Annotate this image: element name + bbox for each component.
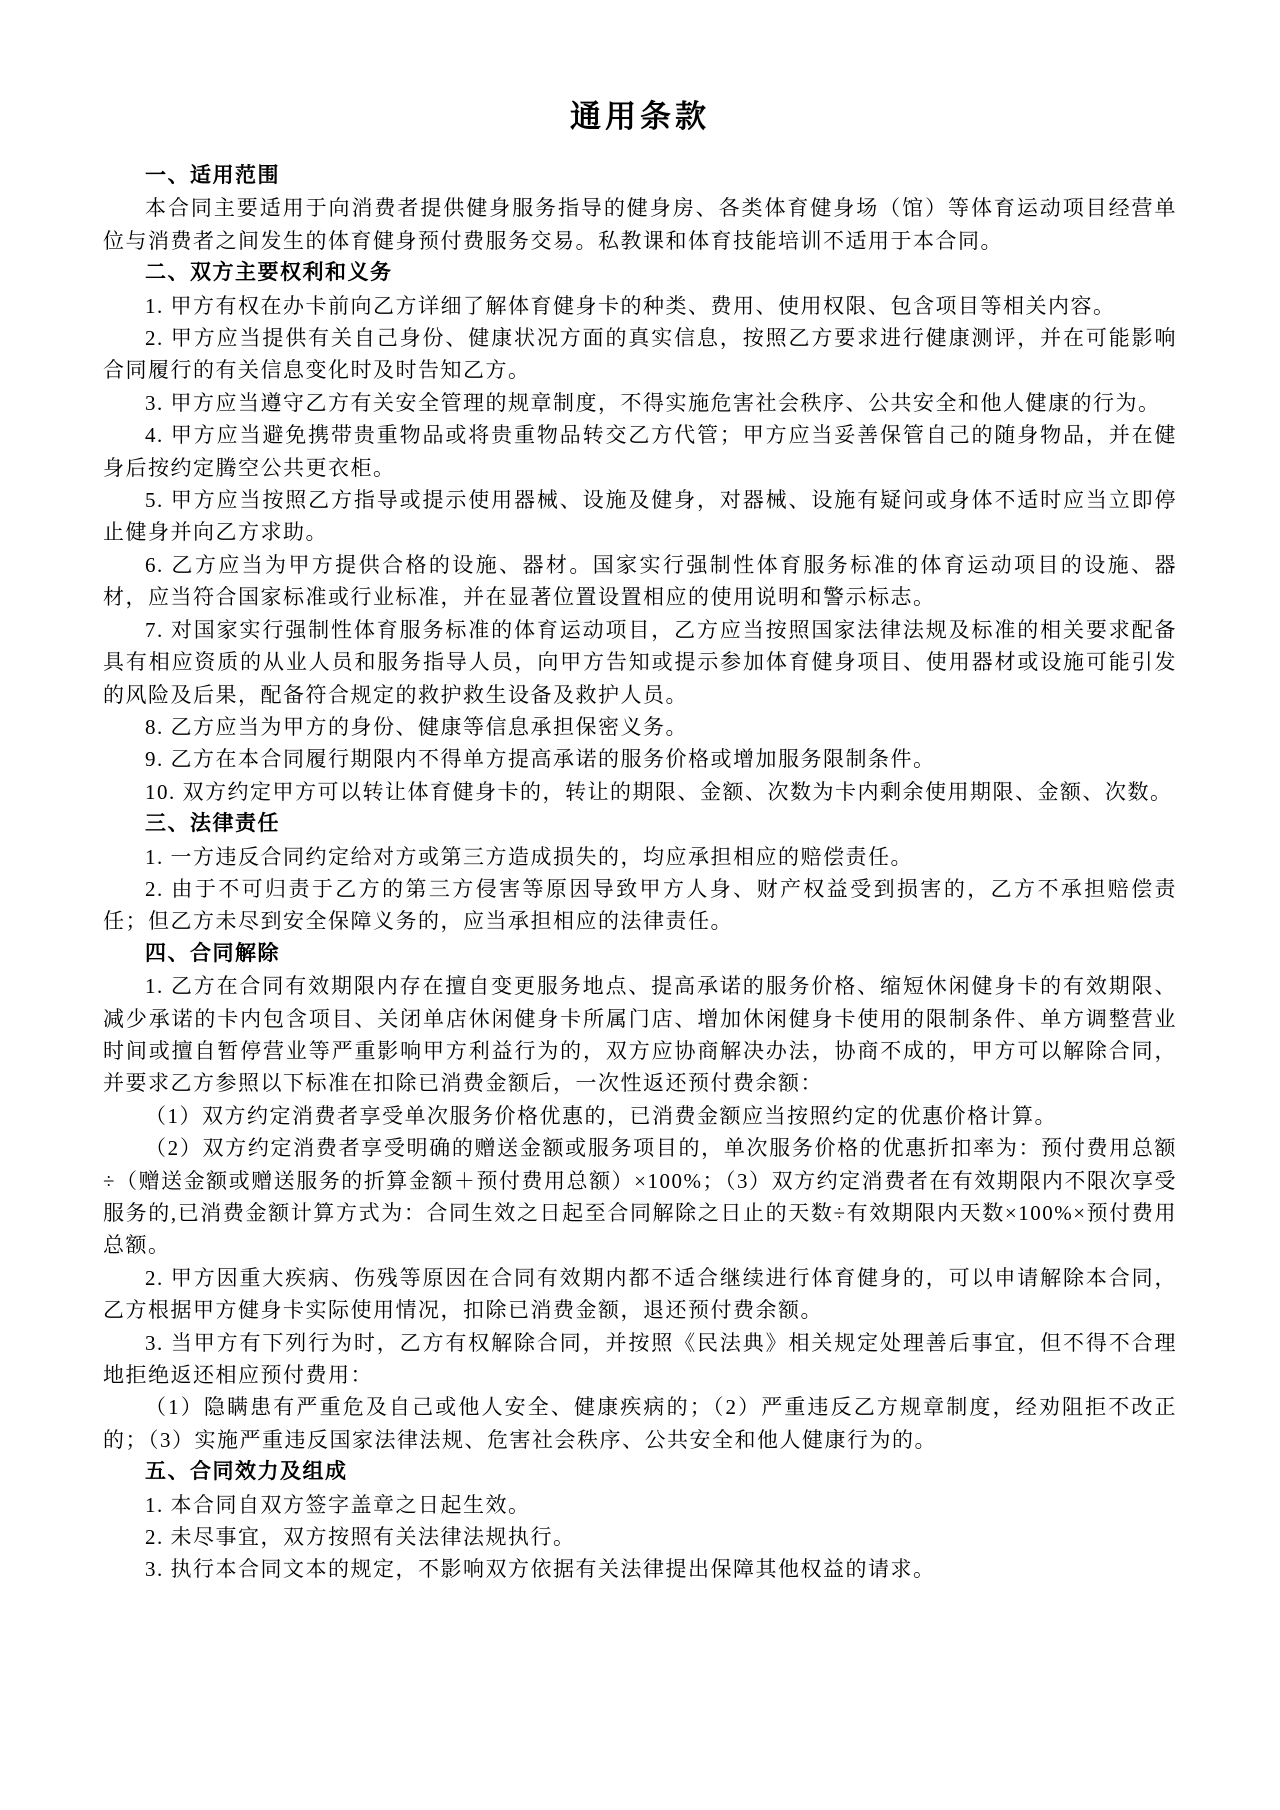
section-heading-1: 一、适用范围 [145,164,280,187]
paragraph: 6. 乙方应当为甲方提供合格的设施、器材。国家实行强制性体育服务标准的体育运动项目的设施、器材，应当符合国家标准或行业标准，并在显著位置设置相应的使用说明和警示标志。 [103,552,1177,610]
paragraph: 2. 甲方因重大疾病、伤残等原因在合同有效期内都不适合继续进行体育健身的，可以申请解除本合同，乙方根据甲方健身卡实际使用情况，扣除已消费金额，退还预付费余额。 [103,1265,1177,1323]
paragraph: （1）双方约定消费者享受单次服务价格优惠的，已消费金额应当按照约定的优惠价格计算。 [145,1103,1057,1128]
paragraph: 本合同主要适用于向消费者提供健身服务指导的健身房、各类体育健身场（馆）等体育运动项目经营单位与消费者之间发生的体育健身预付费服务交易。私教课和体育技能培训不适用于本合同。 [103,196,1177,253]
section-heading-2: 二、双方主要权利和义务 [145,261,393,285]
section-heading-5: 五、合同效力及组成 [145,1460,348,1484]
paragraph: 8. 乙方应当为甲方的身份、健康等信息承担保密义务。 [145,714,688,739]
paragraph: 7. 对国家实行强制性体育服务标准的体育运动项目，乙方应当按照国家法律法规及标准的相关要求配备具有相应资质的从业人员和服务指导人员，向甲方告知或提示参加体育健身项目、使用器材或设施可能引发的风险及后果，配备符合规定的救护救生设备及救护人员。 [103,617,1177,707]
section-heading-3: 三、法律责任 [145,812,280,836]
section-heading-4: 四、合同解除 [145,941,280,965]
paragraph: （2）双方约定消费者享受明确的赠送金额或服务项目的，单次服务价格的优惠折扣率为：预付费用总额÷（赠送金额或赠送服务的折算金额＋预付费用总额）×100%；（3）双方约定消费者在有效期限内不限次享受服务的,已消费金额计算方式为：合同生效之日起至合同解除之日止的天数÷有效期限内天数×100%×预付费用总额。 [103,1136,1177,1258]
paragraph: 1. 甲方有权在办卡前向乙方详细了解体育健身卡的种类、费用、使用权限、包含项目等相关内容。 [145,293,1116,318]
paragraph: 2. 未尽事宜，双方按照有关法律法规执行。 [145,1525,576,1550]
paragraph: 2. 由于不可归责于乙方的第三方侵害等原因导致甲方人身、财产权益受到损害的，乙方不承担赔偿责任；但乙方未尽到安全保障义务的，应当承担相应的法律责任。 [103,876,1177,934]
paragraph: 9. 乙方在本合同履行期限内不得单方提高承诺的服务价格或增加服务限制条件。 [145,747,936,772]
paragraph: 5. 甲方应当按照乙方指导或提示使用器械、设施及健身，对器械、设施有疑问或身体不适时应当立即停止健身并向乙方求助。 [103,488,1177,545]
paragraph: （1）隐瞒患有严重危及自己或他人安全、健康疾病的；（2）严重违反乙方规章制度，经劝阻拒不改正的；（3）实施严重违反国家法律法规、危害社会秩序、公共安全和他人健康行为的。 [103,1395,1177,1452]
paragraph: 4. 甲方应当避免携带贵重物品或将贵重物品转交乙方代管；甲方应当妥善保管自己的随身物品，并在健身后按约定腾空公共更衣柜。 [103,423,1177,480]
paragraph: 10. 双方约定甲方可以转让体育健身卡的，转让的期限、金额、次数为卡内剩余使用期限、金额、次数。 [145,779,1173,804]
paragraph: 1. 乙方在合同有效期限内存在擅自变更服务地点、提高承诺的服务价格、缩短休闲健身卡的有效期限、减少承诺的卡内包含项目、关闭单店休闲健身卡所属门店、增加休闲健身卡使用的限制条件、单方调整营业时间或擅自暂停营业等严重影响甲方利益行为的，双方应协商解决办法，协商不成的，甲方可以解除合同，并要求乙方参照以下标准在扣除已消费金额后，一次性返还预付费余额： [103,974,1177,1096]
paragraph: 1. 一方违反合同约定给对方或第三方造成损失的，均应承担相应的赔偿责任。 [145,844,913,869]
document-body [103,160,1177,1586]
paragraph: 3. 当甲方有下列行为时，乙方有权解除合同，并按照《民法典》相关规定处理善后事宜，但不得不合理地拒绝返还相应预付费用： [103,1330,1177,1388]
paragraph: 3. 甲方应当遵守乙方有关安全管理的规章制度，不得实施危害社会秩序、公共安全和他人健康的行为。 [145,390,1161,415]
document-title: 通用条款 [570,99,710,134]
paragraph: 2. 甲方应当提供有关自己身份、健康状况方面的真实信息，按照乙方要求进行健康测评，并在可能影响合同履行的有关信息变化时及时告知乙方。 [103,326,1177,383]
paragraph: 1. 本合同自双方签字盖章之日起生效。 [145,1492,531,1517]
paragraph: 3. 执行本合同文本的规定，不影响双方依据有关法律提出保障其他权益的请求。 [145,1557,936,1582]
